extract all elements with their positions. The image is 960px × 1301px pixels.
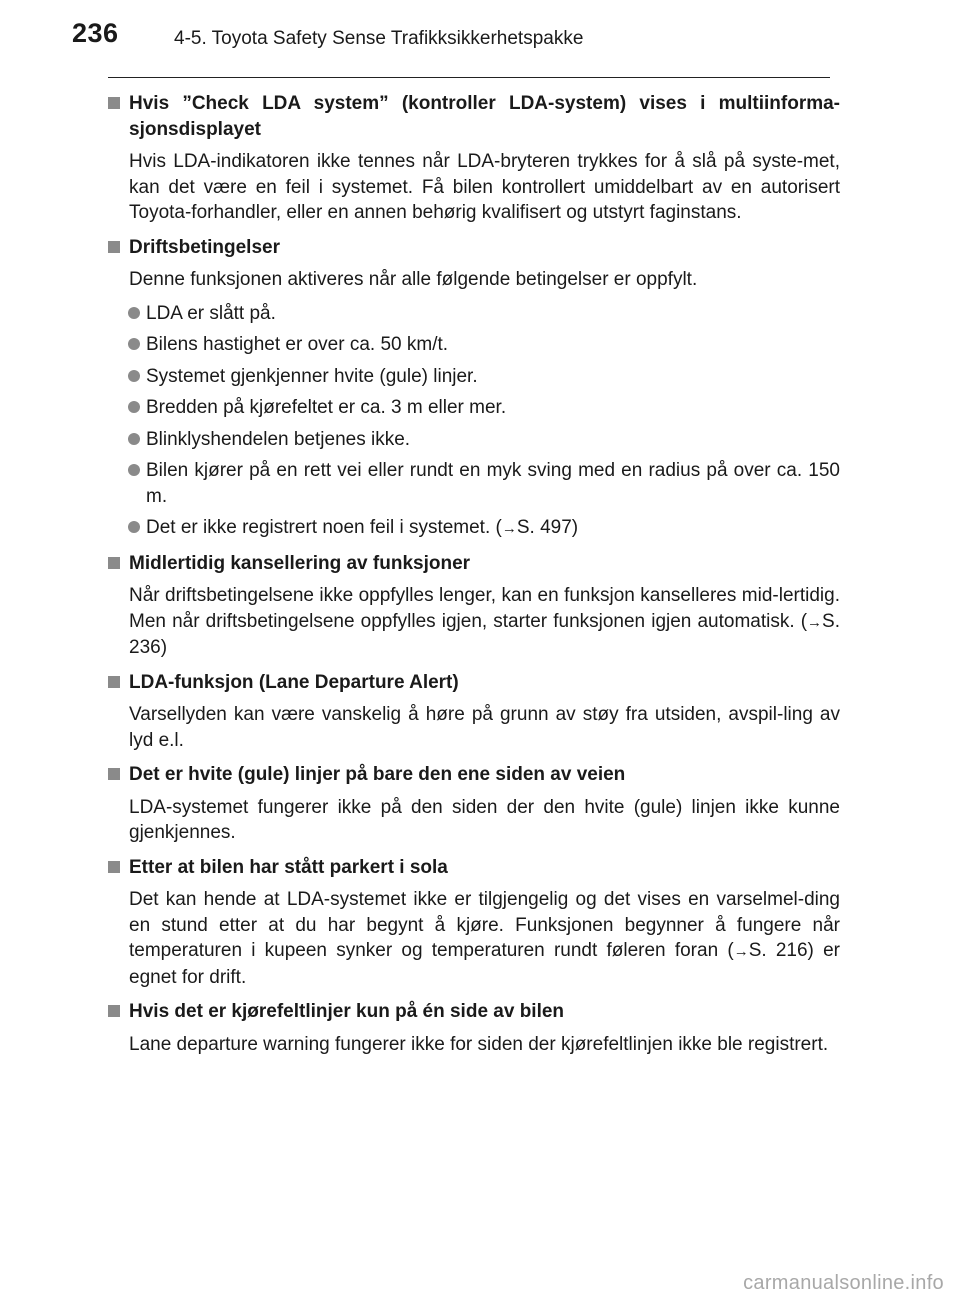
page-reference: S. 236) xyxy=(129,610,840,658)
list-item xyxy=(108,458,840,509)
header-rule xyxy=(108,77,830,78)
section-one-side-lines xyxy=(108,762,840,846)
section-lane-lines-one-side xyxy=(108,999,840,1057)
right-arrow-icon: → xyxy=(501,520,517,537)
section-heading xyxy=(108,762,840,788)
section-body xyxy=(108,887,840,990)
section-heading xyxy=(108,999,840,1025)
section-heading xyxy=(108,670,840,696)
page-header xyxy=(72,18,832,58)
circle-bullet-icon xyxy=(128,370,140,382)
body-text: Det kan hende at LDA-systemet ikke er tilgjengelig og det vises en varselmel-ding en stund etter at du har begynt å kjøre. Funksjonen begynner å fungere når temperaturen i kupeen synker og temperaturen rundt føleren foran ( xyxy=(129,889,840,961)
watermark: carmanualsonline.info xyxy=(743,1272,944,1294)
section-body: LDA-systemet fungerer ikke på den siden der den hvite (gule) linjen ikke kunne gjenkjennes. xyxy=(129,796,840,843)
section-heading xyxy=(108,855,840,881)
section-heading xyxy=(108,551,840,577)
heading-text: Midlertidig kansellering av funksjoner xyxy=(129,552,471,574)
heading-text: Hvis ”Check LDA system” (kontroller LDA-system) vises i multiinforma-sjonsdisplayet xyxy=(129,93,840,140)
section-body: Varsellyden kan være vanskelig å høre på grunn av støy fra utsiden, avspil-ling av lyd e.l. xyxy=(129,704,840,751)
circle-bullet-icon xyxy=(128,338,140,350)
section-body: Hvis LDA-indikatoren ikke tennes når LDA-bryteren trykkes for å slå på syste-met, kan det være en feil i systemet. Få bilen kontrollert umiddelbart av en autorisert Toyota-forhandler, eller en annen behørig kvalifisert og utstyrt faginstans. xyxy=(129,151,840,223)
body-text: Når driftsbetingelsene ikke oppfylles lenger, kan en funksjon kanselleres mid-lertidig. Men når driftsbetingelsene oppfylles igjen, starter funksjonen igjen automatisk. ( xyxy=(129,585,840,632)
square-bullet-icon xyxy=(108,676,120,688)
list-item-text: Systemet gjenkjenner hvite (gule) linjer. xyxy=(146,365,478,387)
circle-bullet-icon xyxy=(128,401,140,413)
circle-bullet-icon xyxy=(128,521,140,533)
section-body xyxy=(108,583,840,661)
list-item-text: Det er ikke registrert noen feil i systemet. ( xyxy=(146,517,502,538)
section-lda-function xyxy=(108,670,840,754)
list-item-text: Bilens hastighet er over ca. 50 km/t. xyxy=(146,334,449,355)
circle-bullet-icon xyxy=(128,307,140,319)
circle-bullet-icon xyxy=(128,464,140,476)
section-heading xyxy=(108,235,840,261)
page-reference: S. 216) er egnet for drift. xyxy=(129,940,840,988)
list-item xyxy=(108,515,840,542)
heading-text: LDA-funksjon (Lane Departure Alert) xyxy=(129,671,459,693)
section-body: Denne funksjonen aktiveres når alle følgende betingelser er oppfylt. xyxy=(129,269,698,290)
square-bullet-icon xyxy=(108,1005,120,1017)
heading-text: Hvis det er kjørefeltlinjer kun på én side av bilen xyxy=(129,1001,565,1022)
right-arrow-icon: → xyxy=(733,943,749,960)
square-bullet-icon xyxy=(108,768,120,780)
section-parked-in-sun xyxy=(108,855,840,991)
section-body: Lane departure warning fungerer ikke for siden der kjørefeltlinjen ikke ble registrert. xyxy=(129,1033,829,1055)
square-bullet-icon xyxy=(108,861,120,873)
heading-text: Det er hvite (gule) linjer på bare den ene siden av veien xyxy=(129,764,626,785)
list-item-text: Blinklyshendelen betjenes ikke. xyxy=(146,428,411,450)
page-number: 236 xyxy=(72,18,119,48)
list-item-text: Bilen kjører på en rett vei eller rundt en myk sving med en radius på over ca. 150 m. xyxy=(146,460,840,507)
section-check-lda xyxy=(108,91,840,226)
circle-bullet-icon xyxy=(128,433,140,445)
right-arrow-icon: → xyxy=(807,613,823,631)
list-item xyxy=(108,332,840,358)
section-heading xyxy=(108,91,840,142)
list-item-text: Bredden på kjørefeltet er ca. 3 m eller mer. xyxy=(146,397,507,418)
list-item xyxy=(108,395,840,421)
list-item xyxy=(108,427,840,453)
section-temporary-cancel xyxy=(108,551,840,661)
page-reference: S. 497) xyxy=(516,517,579,538)
square-bullet-icon xyxy=(108,97,120,109)
heading-text: Etter at bilen har stått parkert i sola xyxy=(129,856,448,878)
list-item-text: LDA er slått på. xyxy=(146,302,276,324)
section-operating-conditions xyxy=(108,235,840,542)
list-item xyxy=(108,301,840,327)
square-bullet-icon xyxy=(108,241,120,253)
heading-text: Driftsbetingelser xyxy=(129,236,280,258)
list-item xyxy=(108,364,840,390)
square-bullet-icon xyxy=(108,557,120,569)
section-title: 4-5. Toyota Safety Sense Trafikksikkerhetspakke xyxy=(174,28,584,49)
main-content xyxy=(108,91,840,1066)
